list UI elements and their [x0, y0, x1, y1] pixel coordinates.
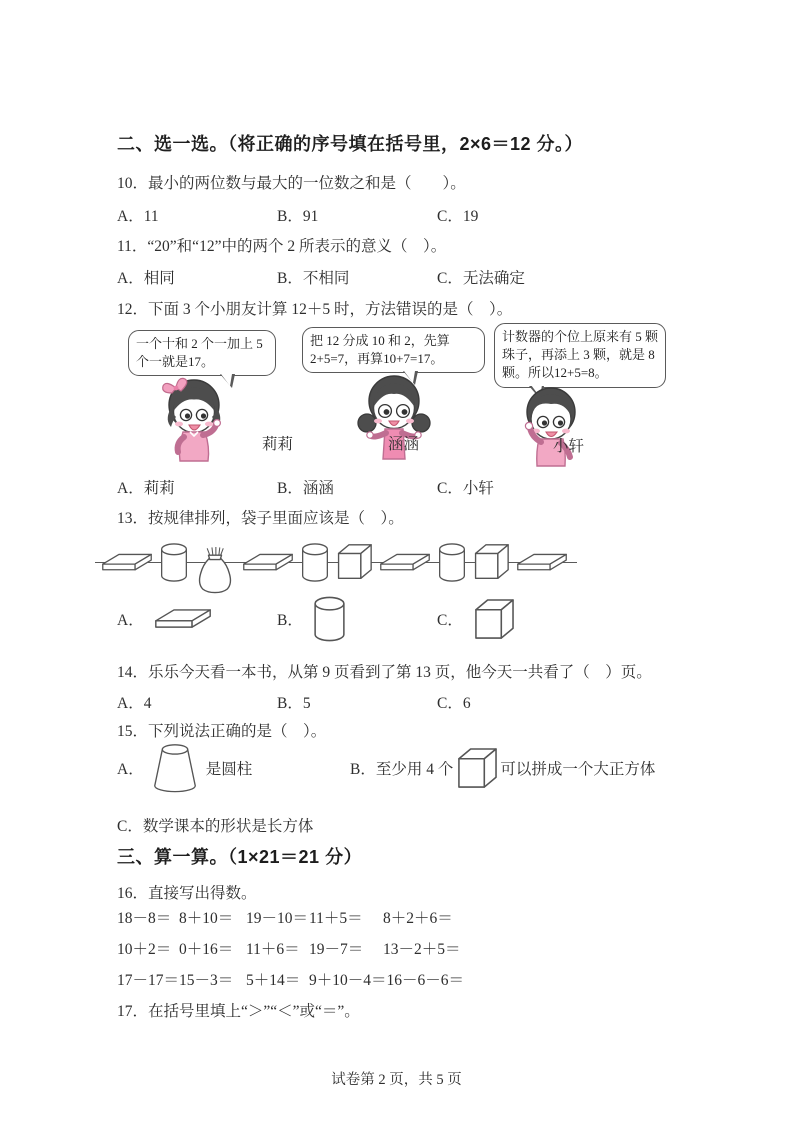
q16-expression: 9＋10－4＝ [309, 972, 387, 989]
q15-option-a-label: A． [117, 761, 144, 778]
q12-option-c: C．小轩 [437, 480, 494, 497]
q13-option-b-label: B． [277, 612, 303, 629]
pattern-shape-bag [195, 537, 235, 587]
q10-option-a: A．11 [117, 208, 159, 225]
q16-expression: 5＋14＝ [246, 972, 301, 989]
section-2-heading: 二、选一选。（将正确的序号填在括号里，2×6＝12 分。） [117, 134, 584, 154]
question-16-text: 16．直接写出得数。 [117, 885, 257, 902]
q16-row-1 [117, 906, 453, 928]
slab-shape-icon [154, 607, 212, 631]
question-12-options [117, 476, 494, 498]
q13-option-a [117, 596, 277, 642]
pattern-shape-cylinder [301, 542, 329, 583]
q14-option-b: B．5 [277, 695, 311, 712]
question-13-text: 13．按规律排列，袋子里面应该是（ ）。 [117, 510, 404, 527]
q13-option-b [277, 596, 437, 642]
kid-name-xiaoxuan: 小轩 [553, 438, 585, 455]
question-10-text: 10．最小的两位数与最大的一位数之和是（ ）。 [117, 175, 466, 192]
kid-name-hanhan: 涵涵 [388, 436, 420, 453]
q16-row-3 [117, 968, 464, 990]
q10-option-b: B．91 [277, 208, 319, 225]
question-11-text: 11．“20”和“12”中的两个 2 所表示的意义（ ）。 [117, 238, 447, 255]
pattern-shape-slab [379, 552, 431, 573]
pattern-shape-slab [516, 552, 568, 573]
q13-option-c-label: C． [437, 612, 463, 629]
q11-option-b: B．不相同 [277, 270, 350, 287]
frustum-shape-icon [148, 740, 202, 796]
q16-expression: 15－3＝ [179, 972, 234, 989]
speech-bubble-xiaoxuan [494, 323, 666, 388]
question-15-text: 15．下列说法正确的是（ ）。 [117, 723, 327, 740]
q16-expression: 11＋5＝ [309, 910, 363, 927]
pattern-shape-cube [473, 542, 509, 582]
cube-shape-icon [473, 597, 514, 642]
pattern-shape-cylinder [160, 542, 188, 583]
q13-option-c [437, 596, 514, 642]
q15-option-b [350, 746, 655, 791]
q16-expression: 8＋2＋6＝ [383, 910, 453, 927]
question-17-text: 17．在括号里填上“＞”“＜”或“＝”。 [117, 1003, 360, 1020]
q15-option-a-suffix: 是圆柱 [205, 761, 253, 778]
cylinder-shape-icon [313, 596, 346, 642]
q15-option-a [117, 740, 350, 796]
q15-option-b-suffix: 可以拼成一个大正方体 [500, 761, 656, 778]
boy-xiaoxuan-illustration [496, 383, 604, 467]
q16-expression: 19－7＝ [309, 941, 364, 958]
question-14-text: 14．乐乐今天看一本书，从第 9 页看到了第 13 页，他今天一共看了（ ）页。 [117, 664, 652, 681]
pattern-shape-cube [336, 542, 372, 582]
kid-name-lili: 莉莉 [262, 436, 294, 453]
question-11-options [117, 266, 525, 288]
q15-option-b-prefix: B．至少用 4 个 [350, 761, 454, 778]
q14-option-a: A．4 [117, 695, 152, 712]
q16-expression: 16－6－6＝ [386, 972, 465, 989]
q11-option-a: A．相同 [117, 270, 175, 287]
q16-expression: 8＋10＝ [179, 910, 234, 927]
q16-expression: 19－10＝ [246, 910, 309, 927]
q16-expression: 17－17＝ [117, 972, 180, 989]
pattern-shape-slab [101, 552, 153, 573]
q15-option-c: C．数学课本的形状是长方体 [117, 818, 314, 835]
page-footer: 试卷第 2 页，共 5 页 [331, 1072, 462, 1088]
pattern-shape-cylinder [438, 542, 466, 583]
q16-expression: 10＋2＝ [117, 941, 172, 958]
q10-option-c: C．19 [437, 208, 479, 225]
pattern-shape-slab [242, 552, 294, 573]
q12-option-a: A．莉莉 [117, 480, 175, 497]
question-14-options [117, 691, 471, 713]
speech-bubble-xiaoxuan-text: 计数器的个位上原来有 5 颗珠子，再添上 3 颗，就是 8 颗。所以12+5=8。 [502, 329, 659, 381]
q16-expression: 11＋6＝ [246, 941, 300, 958]
q16-expression: 0＋16＝ [179, 941, 234, 958]
speech-bubble-hanhan-text: 把 12 分成 10 和 2，先算 2+5=7，再算10+7=17。 [310, 333, 450, 367]
q16-expression: 18－8＝ [117, 910, 172, 927]
speech-bubble-lili-text: 一个十和 2 个一加上 5 个一就是17。 [136, 336, 263, 370]
speech-bubble-lili [128, 330, 276, 376]
q16-row-2 [117, 937, 461, 959]
question-12-text: 12．下面 3 个小朋友计算 12＋5 时，方法错误的是（ ）。 [117, 301, 513, 318]
q16-expression: 13－2＋5＝ [383, 941, 461, 958]
q14-option-c: C．6 [437, 695, 471, 712]
speech-bubble-hanhan [302, 327, 485, 373]
q11-option-c: C．无法确定 [437, 270, 525, 287]
question-15-options-ab [117, 740, 757, 796]
girl-lili-illustration [138, 374, 250, 462]
q13-shape-pattern [95, 530, 577, 594]
question-10-options [117, 204, 478, 226]
cube-shape-icon [456, 746, 497, 791]
section-3-heading: 三、算一算。（1×21＝21 分） [117, 847, 363, 867]
q13-option-a-label: A． [117, 612, 144, 629]
q12-option-b: B．涵涵 [277, 480, 334, 497]
question-13-options [117, 596, 717, 642]
